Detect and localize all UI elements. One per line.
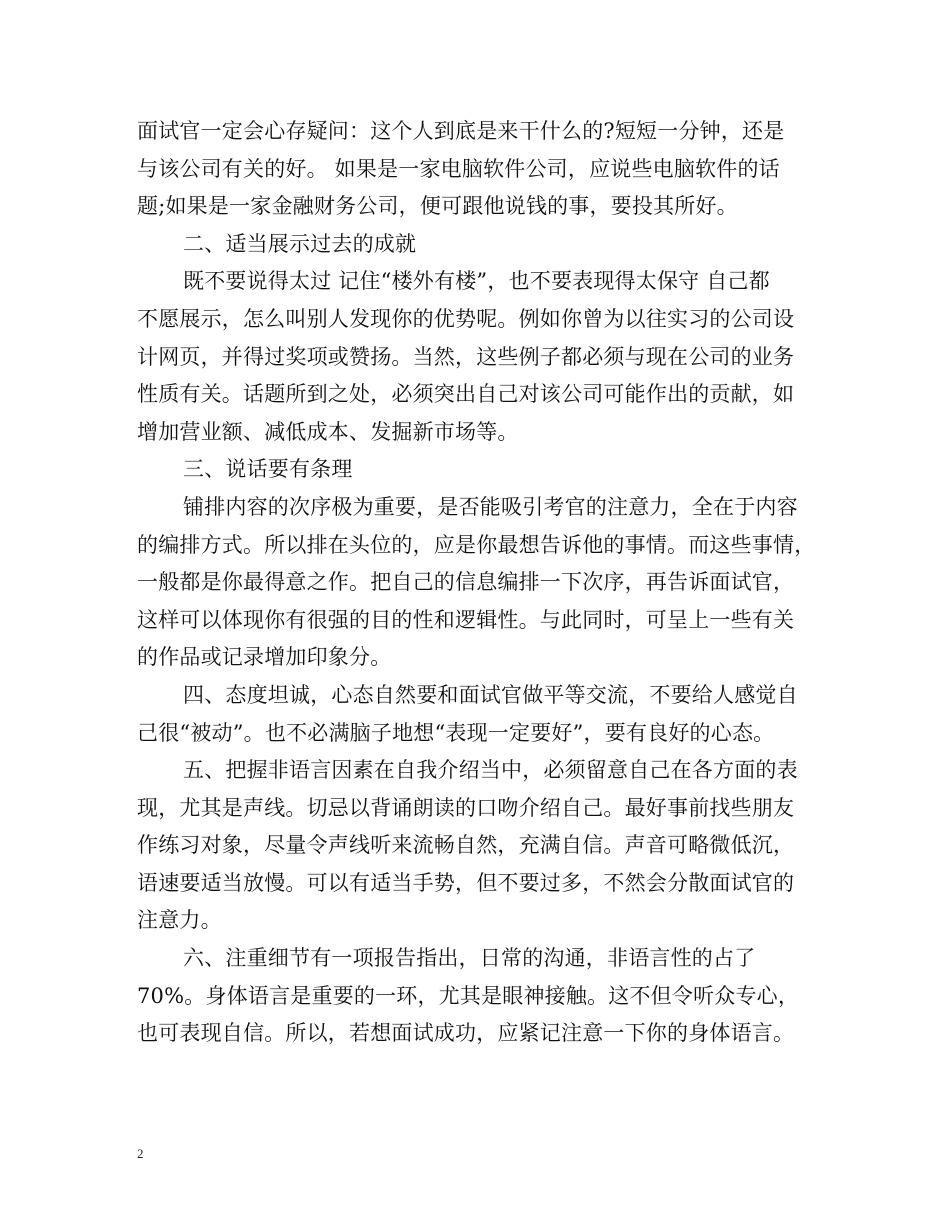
text-line: 的编排方式。所以排在头位的，应是你最想告诉他的事情。而这些事情，: [137, 532, 816, 557]
text-line: 语速要适当放慢。可以有适当手势，但不要过多，不然会分散面试官的: [137, 870, 795, 895]
text-line: 不愿展示，怎么叫别人发现你的优势呢。例如你曾为以往实习的公司设: [137, 306, 795, 331]
text-line: 六、注重细节有一项报告指出，日常的沟通，非语言性的占了: [183, 946, 756, 971]
text-line: 己很“被动”。也不必满脑子地想“表现一定要好”，要有良好的心态。: [137, 720, 775, 745]
text-line: 70%。身体语言是重要的一环，尤其是眼神接触。这不但令听众专心，: [137, 983, 800, 1008]
section-heading: 三、说话要有条理: [183, 457, 353, 482]
text-line: 也可表现自信。所以，若想面试成功，应紧记注意一下你的身体语言。: [137, 1021, 795, 1046]
text-line: 面试官一定会心存疑问：这个人到底是来干什么的?短短一分钟，还是: [137, 119, 785, 143]
text-line: 注意力。: [137, 908, 222, 933]
text-line: 这样可以体现你有很强的目的性和逻辑性。与此同时，可呈上一些有关: [137, 607, 795, 632]
text-line: 现，尤其是声线。切忌以背诵朗读的口吻介绍自己。最好事前找些朋友: [137, 795, 795, 820]
text-line: 性质有关。话题所到之处，必须突出自己对该公司可能作出的贡献，如: [137, 382, 795, 407]
section-heading: 二、适当展示过去的成就: [183, 231, 417, 256]
text-line: 四、态度坦诚，心态自然要和面试官做平等交流，不要给人感觉自: [183, 682, 798, 707]
text-line: 的作品或记录增加印象分。: [137, 645, 392, 670]
body-text: [137, 113, 827, 1053]
text-line: 一般都是你最得意之作。把自己的信息编排一下次序，再告诉面试官，: [137, 570, 795, 595]
text-line: 增加营业额、减低成本、发掘新市场等。: [137, 419, 519, 444]
text-line: 五、把握非语言因素在自我介绍当中，必须留意自己在各方面的表: [183, 758, 798, 783]
page-number: 2: [137, 1146, 144, 1161]
text-line: 既不要说得太过 记住“楼外有楼”，也不要表现得太保守 自己都: [183, 269, 770, 294]
text-line: 作练习对象，尽量令声线听来流畅自然，充满自信。声音可略微低沉，: [137, 833, 795, 858]
text-line: 题;如果是一家金融财务公司，便可跟他说钱的事，要投其所好。: [137, 194, 738, 219]
text-line: 与该公司有关的好。 如果是一家电脑软件公司，应说些电脑软件的话: [137, 156, 780, 181]
text-line: 计网页，并得过奖项或赞扬。当然，这些例子都必须与现在公司的业务: [137, 344, 795, 369]
text-line: 铺排内容的次序极为重要，是否能吸引考官的注意力，全在于内容: [183, 494, 798, 519]
